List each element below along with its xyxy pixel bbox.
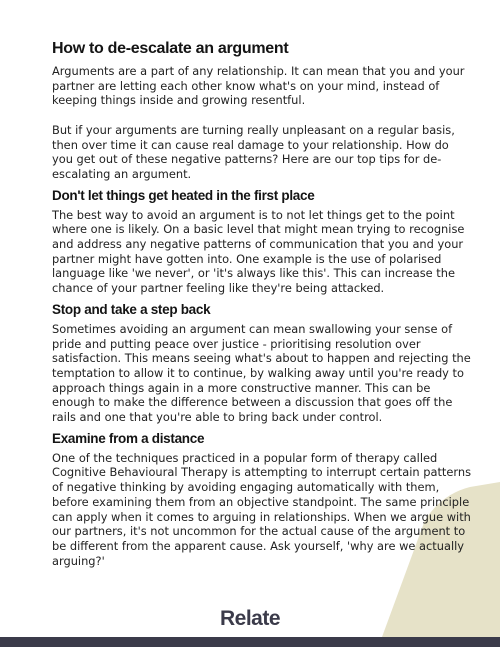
section-body-1: The best way to avoid an argument is to not let things get to the point where one is likely. On a basic level that might mean trying to recognise and address any negative patterns of communication that you and your partner might have gotten into. One example is the use of polarised language like 'we never', or 'it's always like this'. This can increase the chance of your partner feeling like they're being attacked.: [52, 207, 465, 296]
section-heading-2: Stop and take a step back: [52, 301, 211, 317]
section-body-3: One of the techniques practiced in a popular form of therapy called Cognitive Behavioural Therapy is attempting to interrupt certain patterns of negative thinking by avoiding engaging automatically with them, before examining them from an objective standpoint. The same principle can apply when it comes to arguing in relationships. When we argue with our partners, it's not uncommon for the actual cause of the argument to be different from the apparent cause. Ask yourself, 'why are we actually arguing?': [52, 450, 472, 568]
article: [52, 40, 472, 568]
page-title: How to de-escalate an argument: [52, 40, 289, 57]
section-heading-3: Examine from a distance: [52, 430, 205, 446]
intro-paragraph-2: But if your arguments are turning really unpleasant on a regular basis, then over time it can cause real damage to your relationship. How do you get out of these negative patterns? Here are our top tips for de-escalating an argument.: [52, 122, 455, 181]
intro-paragraph-1: Arguments are a part of any relationship. It can mean that you and your partner are letting each other know what's on your mind, instead of keeping things inside and growing resentful.: [52, 64, 465, 108]
section-body-2: Sometimes avoiding an argument can mean swallowing your sense of pride and putting peace over justice - prioritising resolution over satisfaction. This means seeing what's about to happen and rejecting the temptation to allow it to continue, by walking away until you're ready to approach things again in a more constructive manner. This can be enough to make the difference between a discussion that goes off the rails and one that you're able to bring back under control.: [52, 321, 471, 425]
section-heading-1: Don't let things get heated in the first place: [52, 187, 315, 203]
relate-logo: Relate: [219, 607, 281, 630]
footer-bar: [0, 637, 500, 647]
